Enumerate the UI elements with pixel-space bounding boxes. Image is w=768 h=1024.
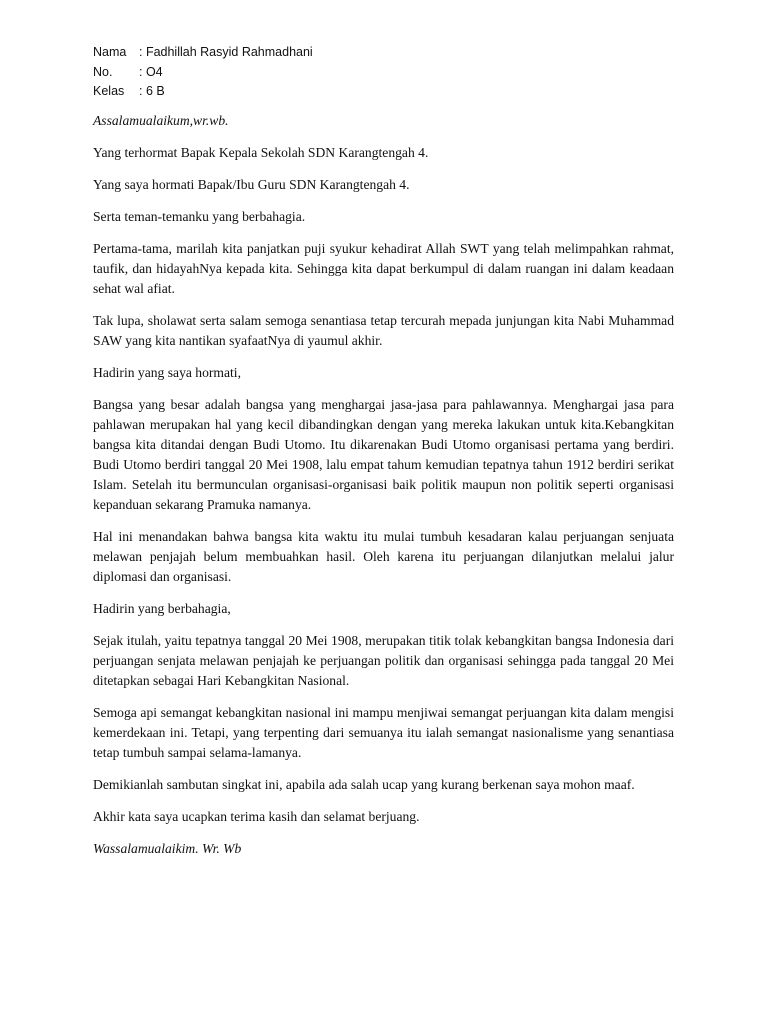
paragraph: Semoga api semangat kebangkitan nasional ini mampu menjiwai semangat perjuangan kita dalam mengisi kemerdekaan ini. Tetapi, yang terpenting dari semuanya itu ialah semangat nasionalisme yang senantiasa tetap tumbuh sampai selama-lamanya. xyxy=(93,705,674,760)
student-info xyxy=(93,43,313,102)
paragraph: Pertama-tama, marilah kita panjatkan puji syukur kehadirat Allah SWT yang telah melimpahkan rahmat, taufik, dan hidayahNya kepada kita. Sehingga kita dapat berkumpul di dalam ruangan ini dalam keadaan sehat wal afiat. xyxy=(93,241,674,296)
info-value: : Fadhillah Rasyid Rahmadhani xyxy=(139,45,313,59)
info-value: : O4 xyxy=(139,64,163,79)
paragraph: Hal ini menandakan bahwa bangsa kita waktu itu mulai tumbuh kesadaran kalau perjuangan senjuata melawan penjajah belum membuahkan hasil. Oleh karena itu perjuangan dilanjutkan melalui jalur diplomasi dan organisasi. xyxy=(93,529,674,584)
paragraph: Yang saya hormati Bapak/Ibu Guru SDN Karangtengah 4. xyxy=(93,177,410,192)
paragraph: Hadirin yang saya hormati, xyxy=(93,365,241,380)
info-label: No. xyxy=(93,64,113,79)
paragraph: Bangsa yang besar adalah bangsa yang menghargai jasa-jasa para pahlawannya. Menghargai jasa para pahlawan merupakan hal yang kecil dibandingkan dengan yang mereka lakukan untuk kita.Kebangkitan bangsa kita ditandai dengan Budi Utomo. Itu dikarenakan Budi Utomo organisasi pertama yang berdiri. Budi Utomo berdiri tanggal 20 Mei 1908, lalu empat tahum kemudian tepatnya tahun 1912 berdiri serikat Islam. Setelah itu bermunculan organisasi-organisasi baik politik maupun non politik seperti organisasi kepanduan sekarang Pramuka namanya. xyxy=(93,397,674,512)
info-row-no xyxy=(93,63,313,83)
paragraph: Yang terhormat Bapak Kepala Sekolah SDN Karangtengah 4. xyxy=(93,145,429,160)
info-value: : 6 B xyxy=(139,84,165,98)
paragraph: Hadirin yang berbahagia, xyxy=(93,601,231,616)
closing-greeting: Wassalamualaikim. Wr. Wb xyxy=(93,841,242,856)
paragraph: Demikianlah sambutan singkat ini, apabila ada salah ucap yang kurang berkenan saya mohon maaf. xyxy=(93,777,635,792)
info-label: Nama xyxy=(93,45,127,59)
info-row-nama xyxy=(93,43,313,63)
opening-greeting: Assalamualaikum,wr.wb. xyxy=(93,113,229,128)
paragraph: Tak lupa, sholawat serta salam semoga senantiasa tetap tercurah mepada junjungan kita Nabi Muhammad SAW yang kita nantikan syafaatNya di yaumul akhir. xyxy=(93,313,674,348)
info-label: Kelas xyxy=(93,84,125,98)
paragraph: Akhir kata saya ucapkan terima kasih dan selamat berjuang. xyxy=(93,809,420,824)
speech-body xyxy=(93,111,674,871)
info-row-kelas xyxy=(93,82,313,102)
paragraph: Serta teman-temanku yang berbahagia. xyxy=(93,209,306,224)
paragraph: Sejak itulah, yaitu tepatnya tanggal 20 Mei 1908, merupakan titik tolak kebangkitan bangsa Indonesia dari perjuangan senjata melawan penjajah ke perjuangan politik dan organisasi sehingga pada tanggal 20 Mei ditetapkan sebagai Hari Kebangkitan Nasional. xyxy=(93,633,674,688)
